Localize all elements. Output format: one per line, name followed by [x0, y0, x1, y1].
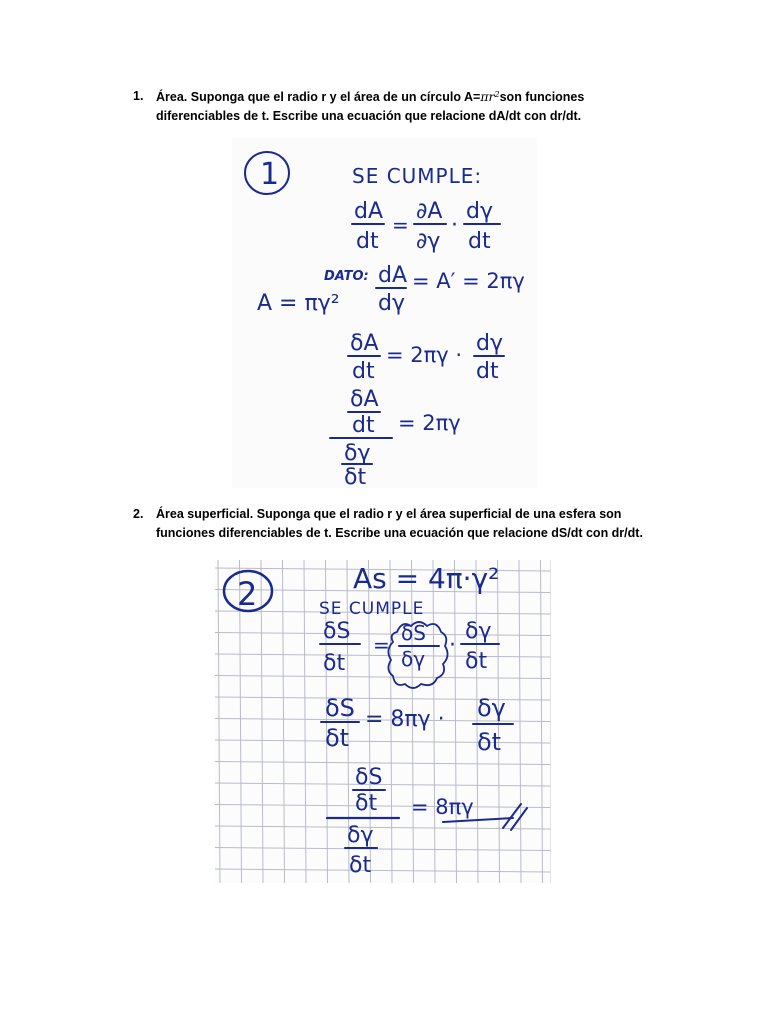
dot: · [451, 213, 458, 238]
fraction-denominator: dt [352, 359, 375, 384]
fraction-denominator: dt [468, 229, 491, 254]
area-formula: A = πγ² [257, 291, 340, 316]
equation-3 [327, 765, 527, 878]
dato-label: DATO: [324, 269, 369, 284]
equation-2 [376, 263, 525, 316]
fraction-denominator: δt [344, 465, 367, 488]
equation-middle: = 8πγ · [365, 707, 445, 732]
grid-line [283, 560, 285, 883]
problem-text [156, 505, 666, 543]
heading: SE CUMPLE [319, 599, 425, 619]
problem-title: Área. [156, 90, 188, 104]
fraction-denominator: δt [465, 649, 488, 674]
problem-text [156, 87, 666, 126]
fraction-denominator: δγ [401, 647, 426, 671]
heading: SE CUMPLE: [352, 164, 483, 188]
fraction-numerator: δS [323, 619, 351, 644]
fraction-numerator: ∂A [416, 199, 443, 224]
fraction-numerator: δγ [344, 441, 371, 466]
handwritten-solution-2 [215, 560, 551, 883]
formula: $\pi r^2$ [480, 89, 500, 104]
problem-1 [133, 87, 673, 127]
fraction-numerator: δA [350, 387, 379, 412]
problem-text-body: Suponga que el radio r y el área superficial de una esfera son funciones diferenciables de t. Escribe una ecuación que relacione dS/dt con dr/dt. [156, 507, 643, 540]
fraction-denominator: dt [356, 229, 379, 254]
handwritten-solution-1 [232, 138, 537, 488]
fraction-denominator: ∂γ [416, 229, 441, 254]
equation-result: = A′ = 2πγ [412, 269, 525, 293]
equation-2 [321, 694, 513, 756]
dot: · [449, 633, 456, 658]
problem-title: Área superficial. [156, 507, 254, 521]
fraction-numerator: dγ [466, 199, 493, 224]
grid-line [215, 783, 550, 786]
equation-result: = 8πγ [411, 795, 474, 819]
fraction-numerator: dA [378, 263, 408, 288]
grid-line [218, 560, 220, 883]
fraction-numerator: δS [401, 621, 426, 645]
fraction-numerator: δS [325, 694, 355, 722]
circle-number: 1 [260, 157, 280, 192]
problem-text-after: son funciones diferenciables de t. Escribe una ecuación que relacione dA/dt con dr/dt. [156, 90, 585, 123]
fraction-numerator: dγ [476, 331, 503, 356]
equals: = [392, 213, 409, 237]
fraction-numerator: dA [354, 199, 384, 224]
grid-line [455, 560, 457, 883]
problem-number: 2. [133, 507, 144, 521]
grid-line [215, 826, 550, 829]
equation-3 [348, 331, 504, 384]
equals: = [373, 633, 390, 657]
fraction-denominator: δt [477, 728, 502, 756]
equation-result: = 2πγ [398, 411, 461, 435]
fraction-denominator: δt [323, 651, 346, 676]
fraction-numerator: δS [355, 765, 383, 790]
area-formula: As = 4π·γ² [353, 562, 500, 595]
fraction-denominator: δt [355, 791, 378, 816]
equation-1 [352, 199, 500, 254]
handwriting-2-svg [215, 560, 550, 883]
fraction-denominator: dγ [378, 291, 405, 316]
grid-line [215, 805, 550, 808]
fraction-denominator: dt [352, 413, 375, 438]
fraction-denominator: δt [325, 724, 350, 752]
fraction-denominator: dt [476, 359, 499, 384]
fraction-numerator: δγ [347, 823, 374, 848]
grid-line [215, 762, 550, 765]
problem-text-before: Suponga que el radio r y el área de un círculo A= [187, 90, 481, 104]
equation-4 [330, 387, 461, 488]
fraction-numerator: δγ [477, 694, 506, 722]
problem-2 [133, 505, 673, 545]
circle-number: 2 [237, 575, 258, 613]
fraction-numerator: δA [350, 331, 379, 356]
fraction-denominator: δt [349, 853, 372, 878]
fraction-numerator: δγ [465, 619, 492, 644]
problem-number: 1. [133, 89, 144, 103]
grid-line [304, 560, 306, 883]
handwriting-1-svg [232, 138, 537, 488]
grid-line [215, 676, 550, 679]
equation-middle: = 2πγ · [386, 343, 463, 367]
end-mark [503, 804, 527, 830]
